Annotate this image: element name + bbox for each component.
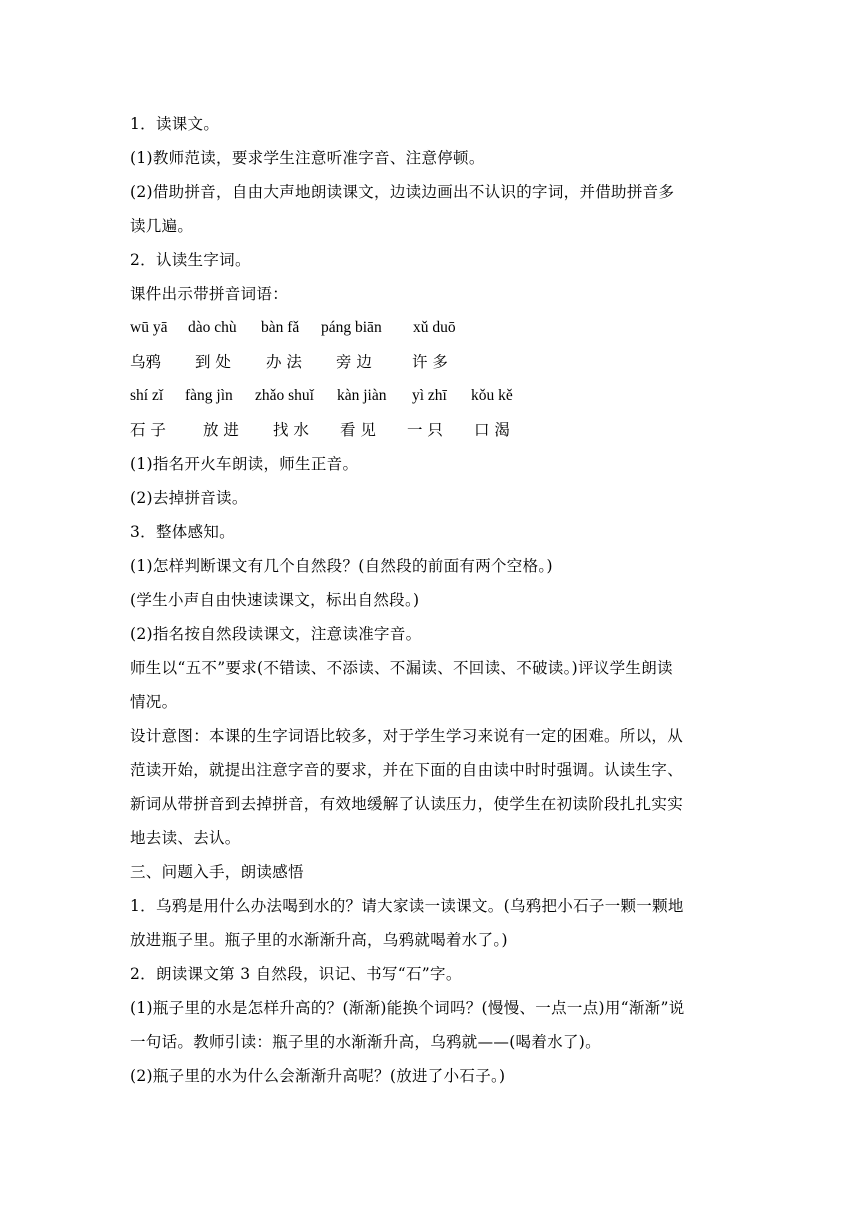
text-block-before xyxy=(130,107,734,311)
pinyin-word: páng biān xyxy=(321,319,382,336)
text-line: 地去读、去认。 xyxy=(130,829,241,847)
text-line: 师生以“五不”要求(不错读、不添读、不漏读、不回读、不破读。)评议学生朗读 xyxy=(130,659,673,677)
text-line: (2)指名按自然段读课文，注意读准字音。 xyxy=(130,625,422,643)
text-line: 3．整体感知。 xyxy=(130,523,235,541)
hanzi-word: 一 只 xyxy=(407,421,443,439)
hanzi-row xyxy=(130,413,734,447)
document-page xyxy=(130,107,734,1093)
text-line: (1)怎样判断课文有几个自然段？(自然段的前面有两个空格。) xyxy=(130,557,553,575)
section-heading: 三、问题入手，朗读感悟 xyxy=(130,863,304,881)
text-line: (2)瓶子里的水为什么会渐渐升高呢？(放进了小石子。) xyxy=(130,1067,506,1085)
text-line: 课件出示带拼音词语： xyxy=(130,285,289,303)
hanzi-word: 办 法 xyxy=(266,353,302,371)
pinyin-word: zhǎo shuǐ xyxy=(255,387,314,404)
pinyin-word: bàn fǎ xyxy=(261,319,300,336)
text-line: (2)去掉拼音读。 xyxy=(130,489,248,507)
pinyin-word: shí zǐ xyxy=(130,387,164,404)
pinyin-word: kǒu kě xyxy=(471,387,513,404)
hanzi-word: 找 水 xyxy=(273,421,309,439)
text-line: 2．朗读课文第 3 自然段，识记、书写“石”字。 xyxy=(130,965,462,983)
text-line: 放进瓶子里。瓶子里的水渐渐升高，乌鸦就喝着水了。) xyxy=(130,931,508,949)
text-line: (1)指名开火车朗读，师生正音。 xyxy=(130,455,359,473)
hanzi-word: 旁 边 xyxy=(336,353,372,371)
text-line: 范读开始，就提出注意字音的要求，并在下面的自由读中时时强调。认读生字、 xyxy=(130,761,684,779)
hanzi-word: 乌鸦 xyxy=(130,353,162,371)
text-line: (1)瓶子里的水是怎样升高的？(渐渐)能换个词吗？(慢慢、一点一点)用“渐渐”说 xyxy=(130,999,685,1017)
text-line: (学生小声自由快速读课文，标出自然段。) xyxy=(130,591,420,609)
pinyin-word: fàng jìn xyxy=(185,387,233,404)
hanzi-word: 石 子 xyxy=(130,421,166,439)
pinyin-row xyxy=(130,311,734,345)
text-line: (1)教师范读，要求学生注意听准字音、注意停顿。 xyxy=(130,149,485,167)
text-line: 新词从带拼音到去掉拼音，有效地缓解了认读压力，使学生在初读阶段扎扎实实 xyxy=(130,795,684,813)
text-line: 设计意图：本课的生字词语比较多，对于学生学习来说有一定的困难。所以，从 xyxy=(130,727,684,745)
pinyin-word: kàn jiàn xyxy=(337,387,387,404)
text-line: 情况。 xyxy=(130,693,178,711)
text-line: 读几遍。 xyxy=(130,217,194,235)
hanzi-word: 看 见 xyxy=(340,421,376,439)
text-line: 1．读课文。 xyxy=(130,115,220,133)
text-line: 1．乌鸦是用什么办法喝到水的？请大家读一读课文。(乌鸦把小石子一颗一颗地 xyxy=(130,897,684,915)
hanzi-row xyxy=(130,345,734,379)
hanzi-word: 许 多 xyxy=(412,353,448,371)
text-line: 2．认读生字词。 xyxy=(130,251,251,269)
hanzi-word: 放 进 xyxy=(203,421,239,439)
pinyin-word: dào chù xyxy=(188,319,237,336)
text-line: 一句话。教师引读：瓶子里的水渐渐升高，乌鸦就——(喝着水了)。 xyxy=(130,1033,601,1051)
pinyin-row xyxy=(130,379,734,413)
pinyin-word: wū yā xyxy=(130,319,168,336)
pinyin-word: yì zhī xyxy=(412,387,447,404)
hanzi-word: 口 渴 xyxy=(474,421,510,439)
hanzi-word: 到 处 xyxy=(195,353,231,371)
text-block-after xyxy=(130,447,734,1093)
pinyin-word: xǔ duō xyxy=(413,319,456,336)
text-line: (2)借助拼音，自由大声地朗读课文，边读边画出不认识的字词，并借助拼音多 xyxy=(130,183,675,201)
vocabulary-table xyxy=(130,311,734,447)
